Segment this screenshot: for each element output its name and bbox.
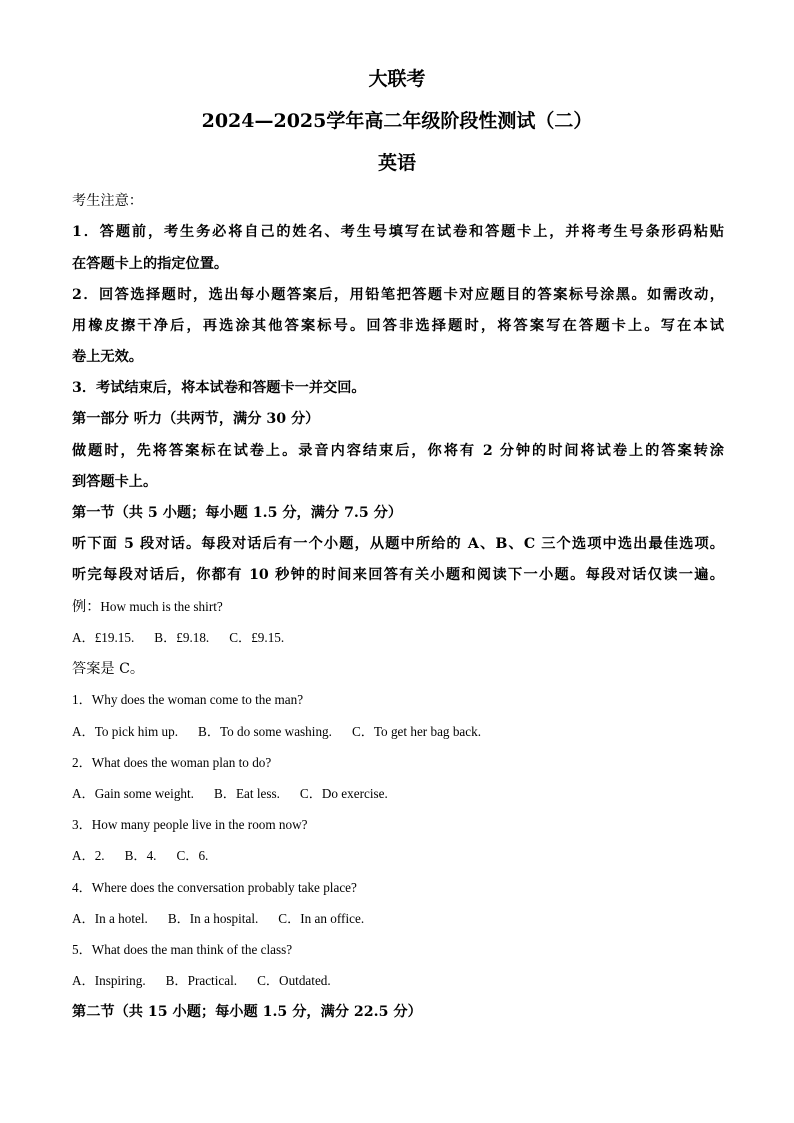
question-3: 3．How many people live in the room now?	[72, 817, 308, 832]
example-option-c: C．£9.15.	[229, 630, 285, 645]
example-question-text: How much is the shirt?	[100, 599, 223, 614]
section1-instruction-line-1: 听下面 5 段对话。每段对话后有一个小题，从题中所给的 A、B、C 三个选项中选出最佳选项。	[72, 536, 724, 552]
part1-heading: 第一部分 听力（共两节，满分 30 分）	[72, 411, 320, 427]
notice-item-1-line-1: 1．答题前，考生务必将自己的姓名、考生号填写在试卷和答题卡上，并将考生号条形码粘贴	[72, 224, 724, 240]
question-3-option-b: B．4.	[124, 848, 157, 863]
question-4: 4．Where does the conversation probably take place?	[72, 880, 357, 895]
notice-item-1-line-2: 在答题卡上的指定位置。	[72, 256, 229, 272]
question-2: 2．What does the woman plan to do?	[72, 755, 272, 770]
question-3-option-a: A．2.	[72, 848, 105, 863]
section2-heading: 第二节（共 15 小题；每小题 1.5 分，满分 22.5 分）	[72, 1004, 422, 1020]
example-option-a: A．£19.15.	[72, 630, 135, 645]
question-2-options	[72, 786, 724, 802]
subject-title: 英语	[377, 152, 416, 174]
question-1-options	[72, 724, 724, 740]
example-answer: 答案是 C。	[72, 661, 145, 677]
question-1-option-c: C．To get her bag back.	[351, 724, 482, 739]
notice-item-2-line-2: 用橡皮擦干净后，再选涂其他答案标号。回答非选择题时，将答案写在答题卡上。写在本试	[72, 318, 724, 334]
question-1-option-a: A．To pick him up.	[72, 724, 179, 739]
notice-item-2-line-1: 2．回答选择题时，选出每小题答案后，用铅笔把答题卡对应题目的答案标号涂黑。如需改动，	[72, 287, 724, 303]
question-3-options	[72, 848, 724, 864]
part1-instruction-line-2: 到答题卡上。	[72, 474, 158, 490]
question-2-option-b: B．Eat less.	[213, 786, 280, 801]
notice-item-2-line-3: 卷上无效。	[72, 349, 143, 365]
question-4-option-b: B．In a hospital.	[167, 911, 259, 926]
question-2-option-c: C．Do exercise.	[299, 786, 388, 801]
example-options	[72, 630, 724, 646]
question-5-option-b: B．Practical.	[165, 973, 238, 988]
question-4-option-a: A．In a hotel.	[72, 911, 148, 926]
question-4-option-c: C．In an office.	[278, 911, 365, 926]
section1-heading: 第一节（共 5 小题；每小题 1.5 分，满分 7.5 分）	[72, 505, 403, 521]
example-prefix: 例：	[72, 599, 101, 615]
exam-organizer-title: 大联考	[368, 68, 426, 90]
question-4-options	[72, 911, 724, 927]
notice-item-3: 3．考试结束后，将本试卷和答题卡一并交回。	[72, 380, 366, 396]
exam-title: 2024—2025学年高二年级阶段性测试（二）	[201, 110, 593, 132]
question-1-option-b: B．To do some washing.	[198, 724, 332, 739]
question-2-option-a: A．Gain some weight.	[72, 786, 194, 801]
question-5: 5．What does the man think of the class?	[72, 942, 293, 957]
example-option-b: B．£9.18.	[154, 630, 210, 645]
question-5-options	[72, 973, 724, 989]
question-3-option-c: C．6.	[176, 848, 209, 863]
section1-instruction-line-2: 听完每段对话后，你都有 10 秒钟的时间来回答有关小题和阅读下一小题。每段对话仅读一遍。	[72, 567, 724, 583]
part1-instruction-line-1: 做题时，先将答案标在试卷上。录音内容结束后，你将有 2 分钟的时间将试卷上的答案转涂	[72, 443, 724, 459]
question-1: 1．Why does the woman come to the man?	[72, 692, 304, 707]
question-5-option-a: A．Inspiring.	[72, 973, 146, 988]
example-question	[72, 599, 724, 616]
notice-heading: 考生注意：	[72, 193, 143, 209]
question-5-option-c: C．Outdated.	[257, 973, 331, 988]
